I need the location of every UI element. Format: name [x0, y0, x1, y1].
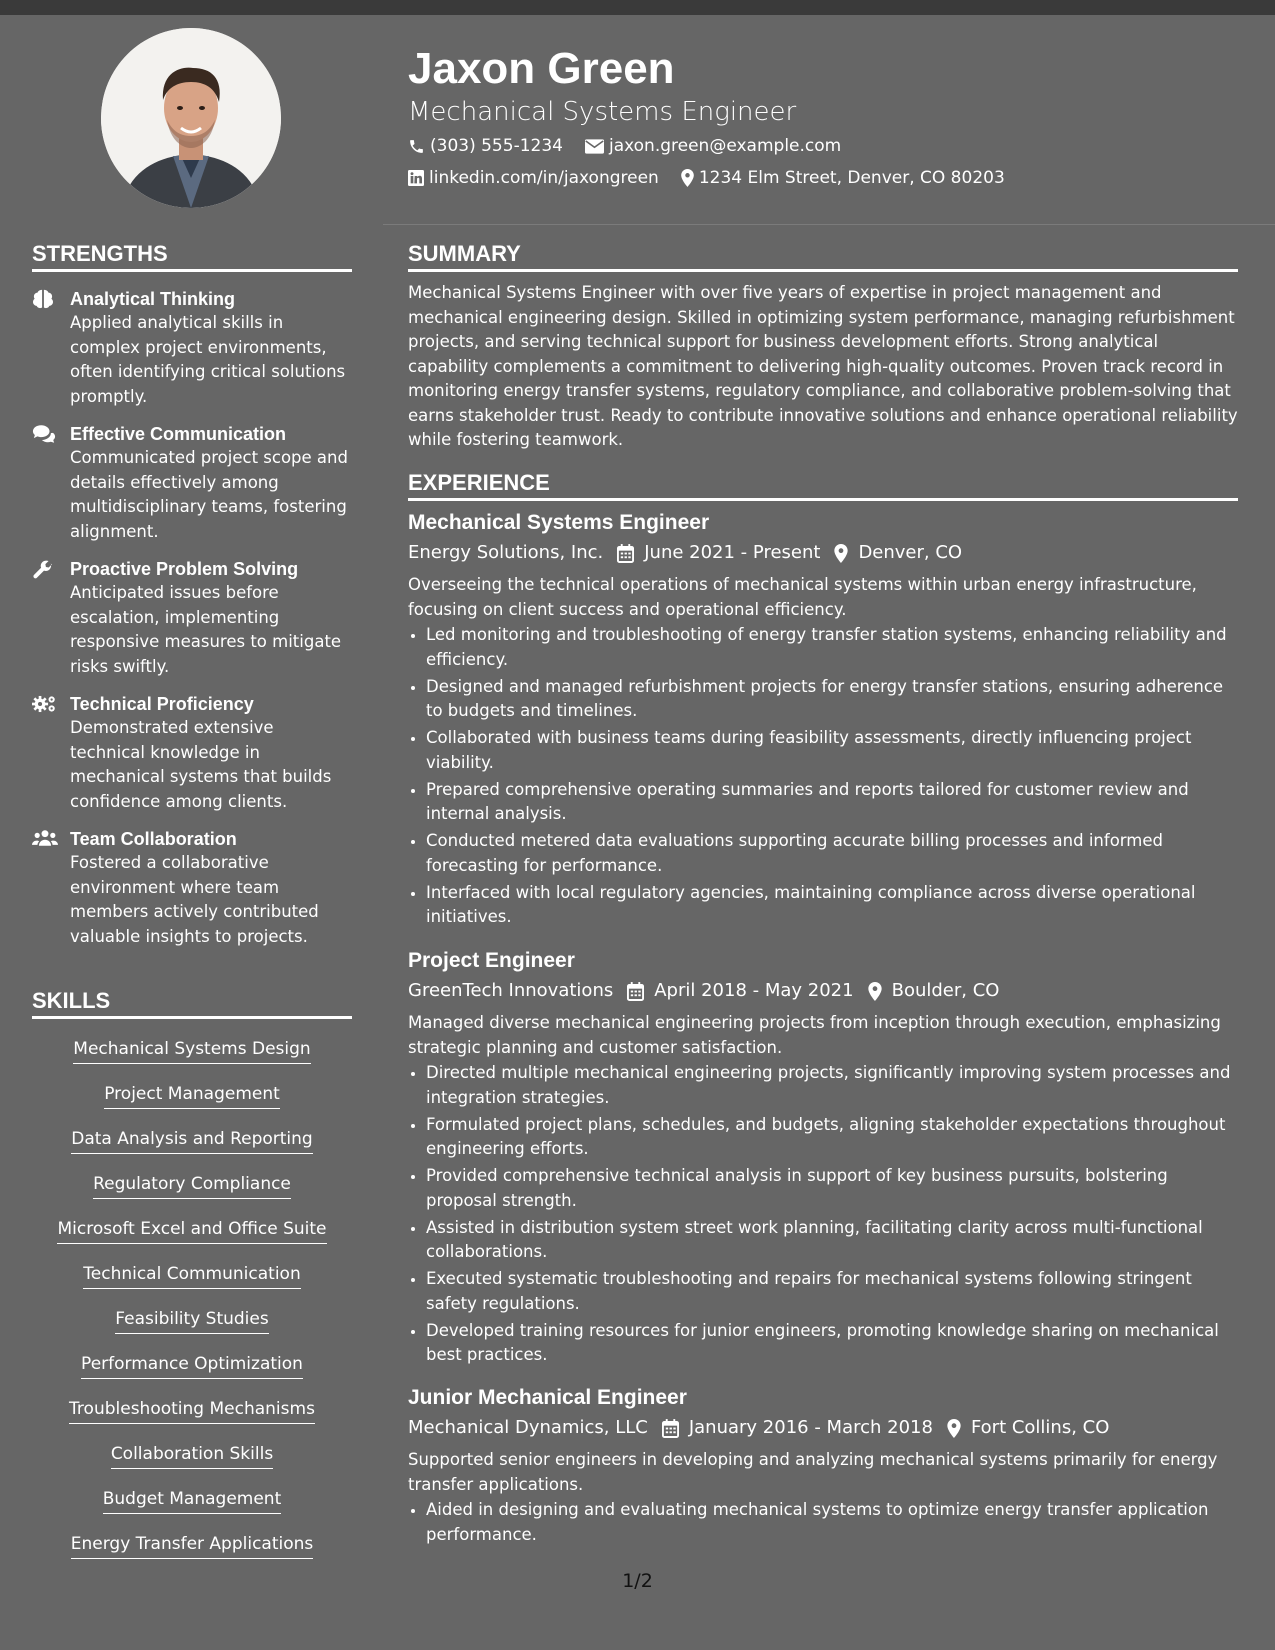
skill-label: Mechanical Systems Design — [73, 1037, 310, 1064]
phone-text: (303) 555-1234 — [430, 136, 563, 156]
job-bullet: • Prepared comprehensive operating summaries and reports tailored for customer review and internal analysis. — [426, 778, 1238, 827]
strengths-heading: STRENGTHS — [32, 240, 352, 272]
skill-item — [32, 1307, 352, 1352]
job-entry — [408, 946, 1238, 1370]
job-bullet: • Aided in designing and evaluating mechanical systems to optimize energy transfer application performance. — [426, 1498, 1238, 1547]
address-contact — [681, 166, 1005, 190]
strength-name: Analytical Thinking — [70, 289, 236, 309]
strength-desc: Fostered a collaborative environment where team members actively contributed valuable insights to projects. — [70, 853, 319, 946]
job-bullet: • Interfaced with local regulatory agencies, maintaining compliance across diverse operational initiatives. — [426, 881, 1238, 930]
skill-item — [32, 1127, 352, 1172]
job-bullet: • Provided comprehensive technical analysis in support of key business pursuits, bolstering proposal strength. — [426, 1164, 1238, 1213]
job-title: Mechanical Systems Engineer — [408, 511, 710, 534]
skill-label: Performance Optimization — [81, 1352, 303, 1379]
job-bullet: • Assisted in distribution system street work planning, facilitating clarity across multi-functional collaborations. — [426, 1216, 1238, 1265]
skill-item — [32, 1172, 352, 1217]
map-marker-icon — [681, 169, 694, 187]
job-bullet: • Formulated project plans, schedules, and budgets, aligning stakeholder expectations throughout engineering efforts. — [426, 1113, 1238, 1162]
job-bullet: • Designed and managed refurbishment projects for energy transfer stations, ensuring adherence to budgets and timelines. — [426, 675, 1238, 724]
job-entry — [408, 508, 1238, 932]
gears-icon — [32, 694, 57, 714]
strength-desc: Demonstrated extensive technical knowledge in mechanical systems that builds confidence among clients. — [70, 718, 332, 811]
skill-item — [32, 1217, 352, 1262]
skill-label: Data Analysis and Reporting — [71, 1127, 312, 1154]
job-title: Project Engineer — [408, 949, 575, 972]
linkedin-contact[interactable] — [408, 166, 659, 190]
skill-label: Regulatory Compliance — [93, 1172, 291, 1199]
strengths-list — [32, 287, 352, 962]
users-icon — [32, 829, 58, 847]
summary-text: Mechanical Systems Engineer with over five years of expertise in project management and mechanical engineering design. Skilled in optimizing system performance, managing refurbishment projects, and serving technical support for business development efforts. Strong analytical capability complements a commitment to delivering high-quality outcomes. Proven track record in monitoring energy transfer systems, regulatory compliance, and collaborative problem-solving that earns stakeholder trust. Ready to contribute innovative solutions and enhance operational reliability while fostering teamwork. — [408, 283, 1238, 449]
summary-heading: SUMMARY — [408, 240, 1238, 272]
candidate-title: Mechanical Systems Engineer — [408, 97, 797, 127]
strength-item — [32, 557, 352, 679]
linkedin-icon — [408, 170, 424, 186]
header-divider — [383, 224, 1275, 225]
strength-name: Proactive Problem Solving — [70, 559, 299, 579]
skill-item — [32, 1352, 352, 1397]
job-meta — [408, 539, 1238, 567]
job-description: Managed diverse mechanical engineering projects from inception through execution, emphasizing strategic planning and customer satisfaction. — [408, 1013, 1221, 1057]
job-dates: April 2018 - May 2021 — [654, 980, 854, 1001]
job-bullets — [408, 1061, 1238, 1368]
job-bullet: • Conducted metered data evaluations supporting accurate billing processes and informed forecasting for performance. — [426, 829, 1238, 878]
skill-label: Troubleshooting Mechanisms — [69, 1397, 315, 1424]
job-description: Supported senior engineers in developing and analyzing mechanical systems primarily for energy transfer applications. — [408, 1450, 1218, 1494]
calendar-icon — [617, 544, 634, 563]
page-indicator: 1/2 — [622, 1570, 653, 1592]
job-company: GreenTech Innovations — [408, 980, 614, 1001]
map-marker-icon — [834, 544, 848, 563]
job-bullets — [408, 1498, 1238, 1547]
strength-name: Team Collaboration — [70, 829, 237, 849]
strength-item — [32, 827, 352, 949]
strength-desc: Communicated project scope and details effectively among multidisciplinary teams, fostering alignment. — [70, 448, 348, 541]
strength-desc: Anticipated issues before escalation, implementing responsive measures to mitigate risks swiftly. — [70, 583, 342, 676]
job-bullets — [408, 623, 1238, 930]
skill-item — [32, 1397, 352, 1442]
skill-item — [32, 1262, 352, 1307]
phone-icon — [408, 138, 425, 155]
calendar-icon — [627, 982, 644, 1001]
skill-item — [32, 1082, 352, 1127]
strength-name: Effective Communication — [70, 424, 287, 444]
job-title: Junior Mechanical Engineer — [408, 1386, 687, 1409]
skill-item — [32, 1037, 352, 1082]
candidate-name: Jaxon Green — [408, 44, 675, 93]
strength-name: Technical Proficiency — [70, 694, 254, 714]
contact-row-1 — [408, 134, 863, 158]
job-location: Denver, CO — [858, 542, 963, 563]
strength-item — [32, 422, 352, 544]
brain-icon — [32, 289, 54, 309]
job-company: Energy Solutions, Inc. — [408, 542, 604, 563]
skill-item — [32, 1487, 352, 1532]
skills-heading: SKILLS — [32, 987, 352, 1019]
map-marker-icon — [947, 1419, 961, 1438]
address-text: 1234 Elm Street, Denver, CO 80203 — [698, 168, 1005, 188]
job-description: Overseeing the technical operations of mechanical systems within urban energy infrastructure, focusing on client success and operational efficiency. — [408, 575, 1197, 619]
job-dates: January 2016 - March 2018 — [688, 1417, 933, 1438]
experience-heading: EXPERIENCE — [408, 469, 1238, 501]
map-marker-icon — [868, 982, 882, 1001]
job-location: Boulder, CO — [891, 980, 1000, 1001]
linkedin-text: linkedin.com/in/jaxongreen — [429, 168, 659, 188]
job-company: Mechanical Dynamics, LLC — [408, 1417, 648, 1438]
strength-item — [32, 287, 352, 409]
skill-label: Collaboration Skills — [111, 1442, 273, 1469]
skills-list — [32, 1037, 352, 1577]
phone-contact[interactable] — [408, 134, 563, 158]
email-contact[interactable] — [585, 134, 841, 158]
skill-label: Budget Management — [103, 1487, 282, 1514]
skill-label: Project Management — [104, 1082, 280, 1109]
skill-label: Energy Transfer Applications — [71, 1532, 314, 1559]
job-dates: June 2021 - Present — [644, 542, 821, 563]
skill-item — [32, 1442, 352, 1487]
comments-icon — [32, 424, 56, 443]
job-meta — [408, 977, 1238, 1005]
job-location: Fort Collins, CO — [970, 1417, 1110, 1438]
skill-label: Microsoft Excel and Office Suite — [57, 1217, 326, 1244]
job-bullet: • Executed systematic troubleshooting and repairs for mechanical systems following stringent safety regulations. — [426, 1267, 1238, 1316]
strength-desc: Applied analytical skills in complex project environments, often identifying critical solutions promptly. — [70, 313, 346, 406]
contact-row-2 — [408, 166, 1027, 190]
job-bullet: • Led monitoring and troubleshooting of energy transfer station systems, enhancing reliability and efficiency. — [426, 623, 1238, 672]
wrench-icon — [32, 559, 53, 580]
skill-item — [32, 1532, 352, 1577]
email-text: jaxon.green@example.com — [608, 136, 842, 156]
job-bullet: • Collaborated with business teams during feasibility assessments, directly influencing project viability. — [426, 726, 1238, 775]
calendar-icon — [662, 1419, 679, 1438]
job-bullet: • Developed training resources for junior engineers, promoting knowledge sharing on mechanical best practices. — [426, 1319, 1238, 1368]
profile-photo — [101, 28, 281, 208]
envelope-icon — [585, 139, 604, 154]
job-entry — [408, 1383, 1238, 1550]
job-meta — [408, 1414, 1238, 1442]
top-bar — [0, 0, 1275, 15]
job-bullet: • Directed multiple mechanical engineering projects, significantly improving system processes and integration strategies. — [426, 1061, 1238, 1110]
skill-label: Feasibility Studies — [115, 1307, 268, 1334]
skill-label: Technical Communication — [83, 1262, 300, 1289]
strength-item — [32, 692, 352, 814]
